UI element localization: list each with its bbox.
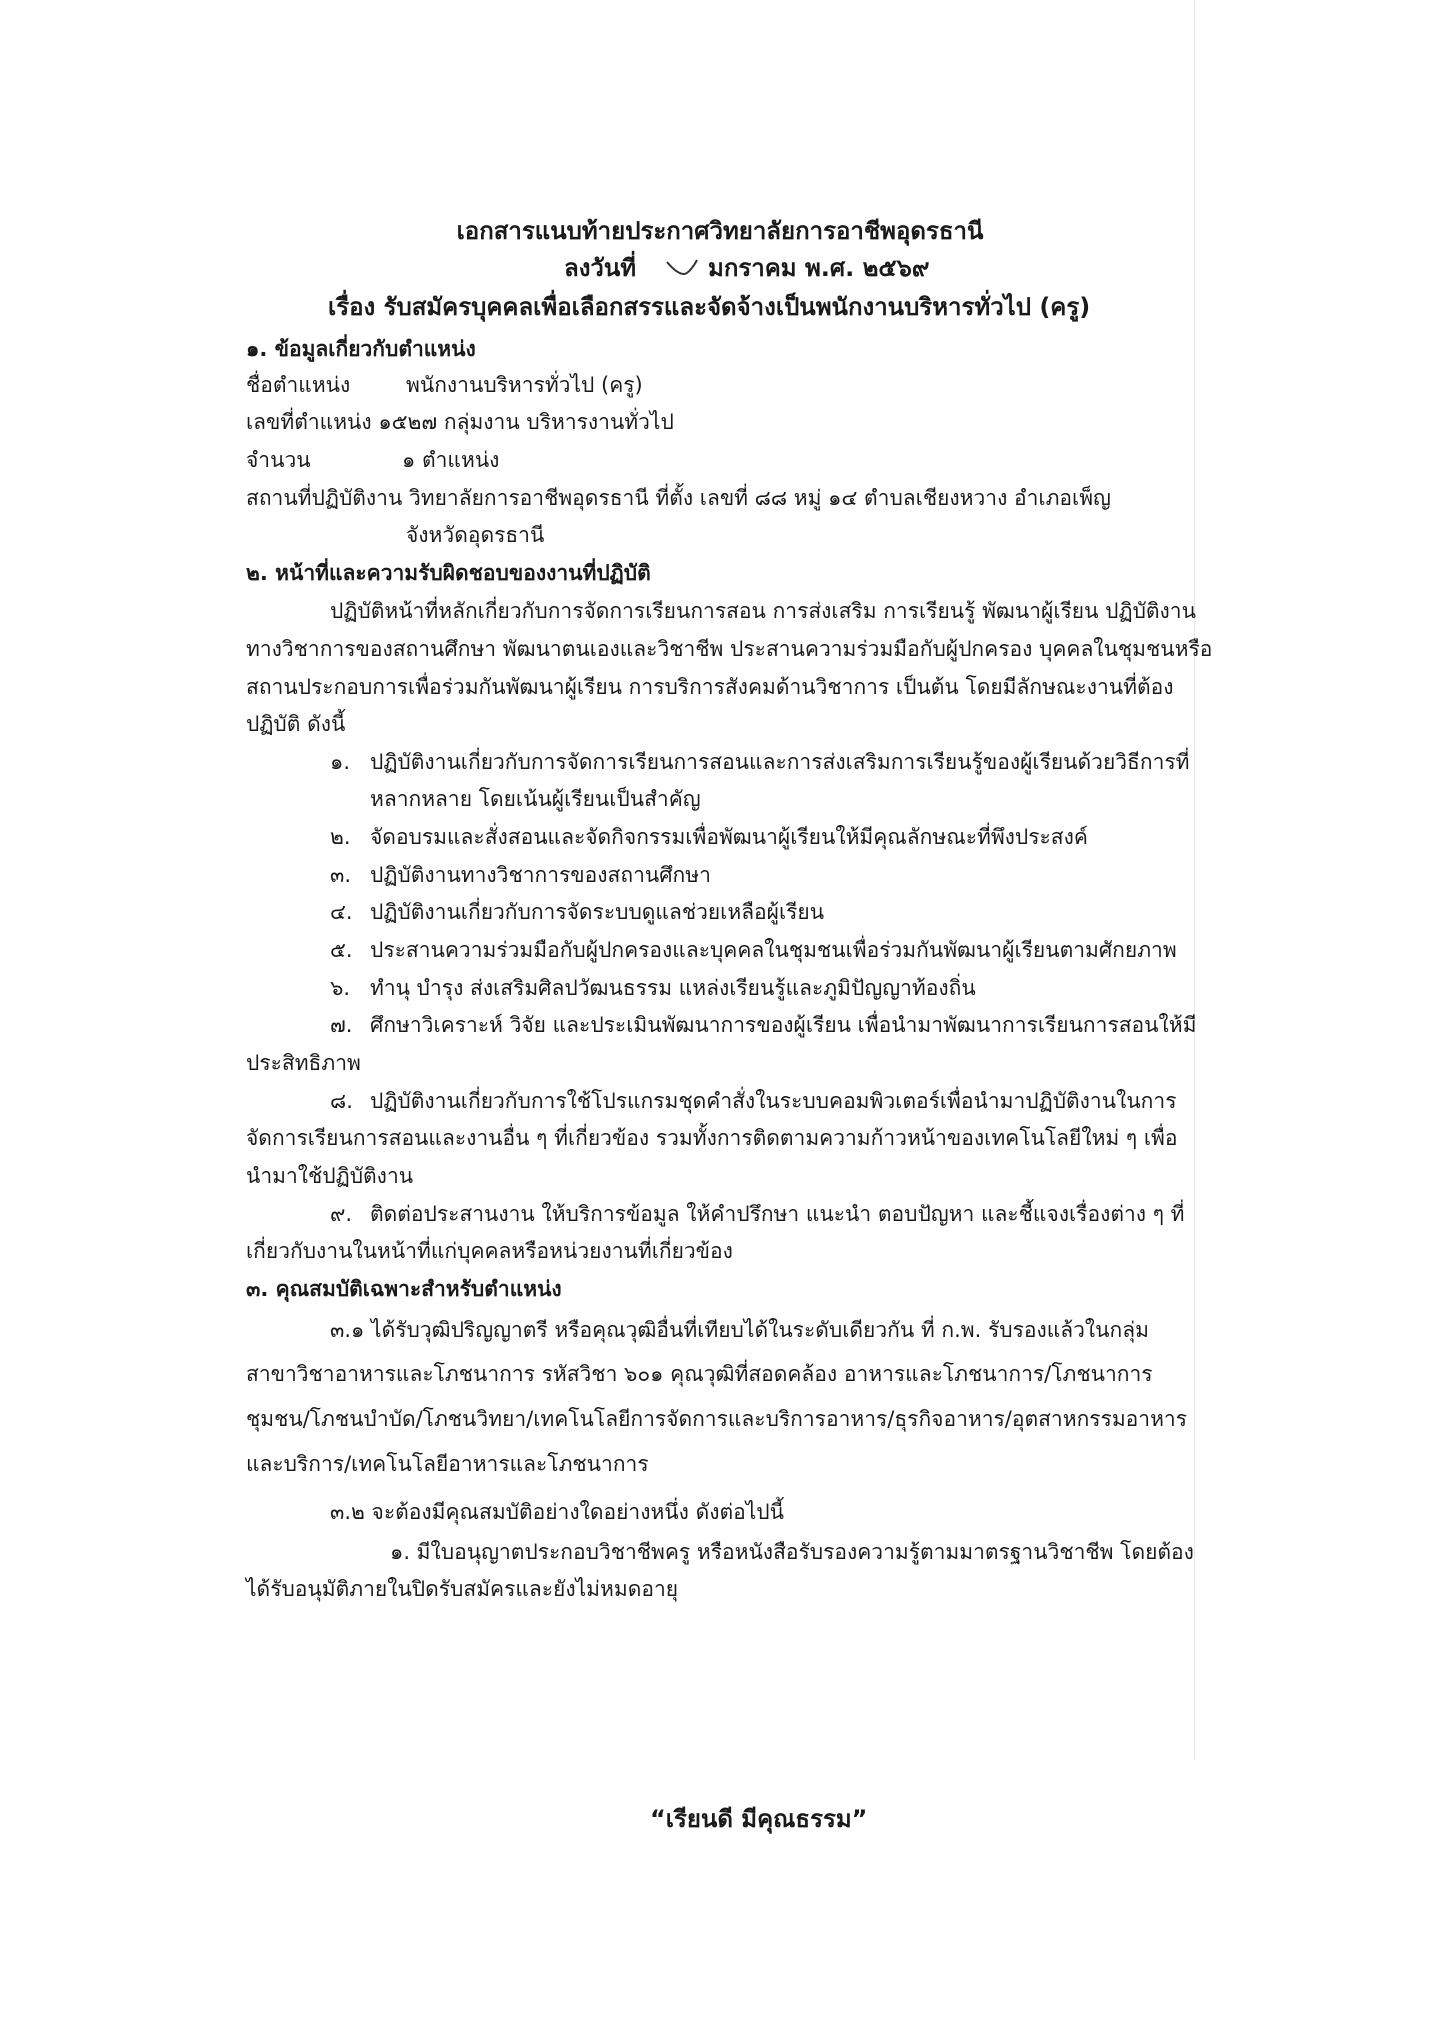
duty-item-text: ปฏิบัติงานเกี่ยวกับการใช้โปรแกรมชุดคำสั่งในระบบคอมพิวเตอร์เพื่อนำมาปฏิบัติงานในการ bbox=[370, 1089, 1177, 1113]
duty-item-text: จัดการเรียนการสอนและงานอื่น ๆ ที่เกี่ยวข้อง รวมทั้งการติดตามความก้าวหน้าของเทคโนโลยีใหม่ ๆ เพื่อ bbox=[246, 1126, 1178, 1150]
duty-item-text: ประสิทธิภาพ bbox=[246, 1051, 361, 1075]
duty-item-number: ๒. bbox=[330, 825, 351, 849]
qualification-31-line: และบริการ/เทคโนโลยีอาหารและโภชนาการ bbox=[246, 1452, 649, 1476]
document-title: เอกสารแนบท้ายประกาศวิทยาลัยการอาชีพอุดรธานี bbox=[456, 217, 984, 245]
qualification-31-line: ชุมชน/โภชนบำบัด/โภชนวิทยา/เทคโนโลยีการจัดการและบริการอาหาร/ธุรกิจอาหาร/อุตสาหกรรมอาหาร bbox=[246, 1407, 1188, 1431]
section1-heading: ๑. ข้อมูลเกี่ยวกับตำแหน่ง bbox=[246, 337, 476, 361]
duty-item-number: ๓. bbox=[330, 863, 352, 887]
duty-item-number: ๔. bbox=[330, 900, 353, 924]
duty-item-text: จัดอบรมและสั่งสอนและจัดกิจกรรมเพื่อพัฒนาผู้เรียนให้มีคุณลักษณะที่พึงประสงค์ bbox=[370, 825, 1088, 849]
count-label: จำนวน bbox=[246, 448, 311, 472]
college-motto: “เรียนดี มีคุณธรรม” bbox=[650, 1805, 868, 1833]
qualification-31-line: ๓.๑ ได้รับวุฒิปริญญาตรี หรือคุณวุฒิอื่นที่เทียบได้ในระดับเดียวกัน ที่ ก.พ. รับรองแล้วในกลุ่ม bbox=[330, 1318, 1149, 1342]
duty-item-text: ศึกษาวิเคราะห์ วิจัย และประเมินพัฒนาการของผู้เรียน เพื่อนำมาพัฒนาการเรียนการสอนให้มี bbox=[370, 1013, 1197, 1037]
section2-intro-line: ทางวิชาการของสถานศึกษา พัฒนาตนเองและวิชาชีพ ประสานความร่วมมือกับผู้ปกครอง บุคคลในชุมชนหรือ bbox=[246, 637, 1213, 661]
duty-item-text: ปฏิบัติงานเกี่ยวกับการจัดระบบดูแลช่วยเหลือผู้เรียน bbox=[370, 900, 825, 924]
qualification-31-line: สาขาวิชาอาหารและโภชนาการ รหัสวิชา ๖๐๑ คุณวุฒิที่สอดคล้อง อาหารและโภชนาการ/โภชนาการ bbox=[246, 1362, 1153, 1386]
duty-item-number: ๕. bbox=[330, 938, 353, 962]
qualification-32-1-line: ๑. มีใบอนุญาตประกอบวิชาชีพครู หรือหนังสือรับรองความรู้ตามมาตรฐานวิชาชีพ โดยต้อง bbox=[390, 1540, 1194, 1564]
qualification-32-1-line: ได้รับอนุมัติภายในปิดรับสมัครและยังไม่หมดอายุ bbox=[246, 1577, 679, 1601]
section2-intro-line: สถานประกอบการเพื่อร่วมกันพัฒนาผู้เรียน การบริการสังคมด้านวิชาการ เป็นต้น โดยมีลักษณะงานที่ต้อง bbox=[246, 675, 1174, 699]
count-value: ๑ ตำแหน่ง bbox=[402, 448, 500, 472]
section2-intro-line: ปฏิบัติหน้าที่หลักเกี่ยวกับการจัดการเรียนการสอน การส่งเสริม การเรียนรู้ พัฒนาผู้เรียน ปฏิบัติงาน bbox=[330, 599, 1196, 623]
duty-item-text: ประสานความร่วมมือกับผู้ปกครองและบุคคลในชุมชนเพื่อร่วมกันพัฒนาผู้เรียนตามศักยภาพ bbox=[370, 938, 1177, 962]
duty-item-text: นำมาใช้ปฏิบัติงาน bbox=[246, 1164, 414, 1188]
qualification-32-line: ๓.๒ จะต้องมีคุณสมบัติอย่างใดอย่างหนึ่ง ดังต่อไปนี้ bbox=[330, 1500, 784, 1524]
date-label: ลงวันที่ bbox=[564, 254, 637, 282]
section2-intro-line: ปฏิบัติ ดังนี้ bbox=[246, 712, 346, 736]
duty-item-text: เกี่ยวกับงานในหน้าที่แก่บุคคลหรือหน่วยงานที่เกี่ยวข้อง bbox=[246, 1239, 733, 1263]
handwritten-date-mark bbox=[664, 258, 700, 280]
section2-heading: ๒. หน้าที่และความรับผิดชอบของงานที่ปฏิบัติ bbox=[246, 561, 651, 585]
duty-item-number: ๖. bbox=[330, 976, 351, 1000]
duty-item-text: ติดต่อประสานงาน ให้บริการข้อมูล ให้คำปรึกษา แนะนำ ตอบปัญหา และชี้แจงเรื่องต่าง ๆ ที่ bbox=[370, 1202, 1185, 1226]
duty-item-number: ๙. bbox=[330, 1202, 353, 1226]
position-label: ชื่อตำแหน่ง bbox=[246, 373, 351, 397]
scan-edge-line bbox=[1194, 0, 1195, 1760]
duty-item-text: ทำนุ บำรุง ส่งเสริมศิลปวัฒนธรรม แหล่งเรียนรู้และภูมิปัญญาท้องถิ่น bbox=[370, 976, 976, 1000]
duty-item-number: ๘. bbox=[330, 1089, 353, 1113]
duty-item-number: ๑. bbox=[330, 750, 351, 774]
document-subject: เรื่อง รับสมัครบุคคลเพื่อเลือกสรรและจัดจ้างเป็นพนักงานบริหารทั่วไป (ครู) bbox=[328, 293, 1091, 321]
position-number-line: เลขที่ตำแหน่ง ๑๕๒๗ กลุ่มงาน บริหารงานทั่วไป bbox=[246, 410, 674, 434]
position-value: พนักงานบริหารทั่วไป (ครู) bbox=[406, 373, 643, 397]
duty-item-text: หลากหลาย โดยเน้นผู้เรียนเป็นสำคัญ bbox=[370, 787, 701, 811]
date-value: มกราคม พ.ศ. ๒๕๖๙ bbox=[708, 254, 930, 282]
duty-item-number: ๗. bbox=[330, 1013, 353, 1037]
section3-heading: ๓. คุณสมบัติเฉพาะสำหรับตำแหน่ง bbox=[246, 1277, 562, 1301]
workplace-line: สถานที่ปฏิบัติงาน วิทยาลัยการอาชีพอุดรธานี ที่ตั้ง เลขที่ ๘๘ หมู่ ๑๔ ตำบลเชียงหวาง อำเภอเพ็ญ bbox=[246, 486, 1111, 510]
duty-item-text: ปฏิบัติงานเกี่ยวกับการจัดการเรียนการสอนและการส่งเสริมการเรียนรู้ของผู้เรียนด้วยวิธีการที่ bbox=[370, 750, 1190, 774]
workplace-province: จังหวัดอุดรธานี bbox=[406, 523, 545, 547]
duty-item-text: ปฏิบัติงานทางวิชาการของสถานศึกษา bbox=[370, 863, 711, 887]
